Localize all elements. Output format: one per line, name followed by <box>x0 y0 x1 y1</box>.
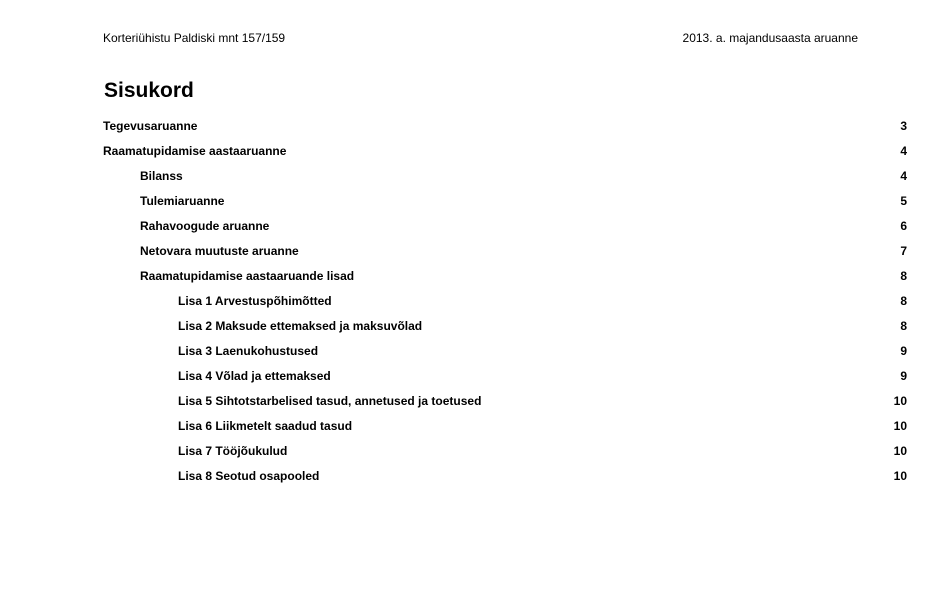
toc-entry-lisa-2 <box>103 316 907 341</box>
toc-entry-lisa-8 <box>103 466 907 491</box>
toc-entry-page: 10 <box>893 419 907 433</box>
toc-entry-label: Lisa 6 Liikmetelt saadud tasud <box>178 419 353 433</box>
page-title: Sisukord <box>104 79 194 102</box>
toc-entry-label: Lisa 2 Maksude ettemaksed ja maksuvõlad <box>178 319 423 333</box>
toc-entry-page: 8 <box>900 319 907 333</box>
toc-entry-label: Lisa 1 Arvestuspõhimõtted <box>178 294 332 308</box>
toc-entry-lisa-4 <box>103 366 907 391</box>
toc-entry-aastaaruande-lisad <box>103 266 907 291</box>
toc-entry-page: 8 <box>900 294 907 308</box>
toc-entry-page: 6 <box>900 219 907 233</box>
toc-entry-lisa-1 <box>103 291 907 316</box>
toc-entry-page: 5 <box>900 194 907 208</box>
toc-entry-label: Lisa 8 Seotud osapooled <box>178 469 320 483</box>
toc-entry-bilanss <box>103 166 907 191</box>
toc-entry-tegevusaruanne <box>103 116 907 141</box>
toc-entry-netovara-muutuste-aruanne <box>103 241 907 266</box>
toc-entry-page: 10 <box>893 394 907 408</box>
table-of-contents <box>103 116 907 491</box>
toc-entry-lisa-6 <box>103 416 907 441</box>
toc-entry-page: 7 <box>900 244 907 258</box>
toc-entry-label: Lisa 3 Laenukohustused <box>178 344 319 358</box>
toc-entry-page: 9 <box>900 369 907 383</box>
toc-entry-label: Tegevusaruanne <box>103 119 198 133</box>
toc-entry-page: 8 <box>900 269 907 283</box>
toc-entry-page: 4 <box>900 144 907 158</box>
toc-entry-label: Lisa 7 Tööjõukulud <box>178 444 288 458</box>
toc-entry-label: Rahavoogude aruanne <box>140 219 270 233</box>
toc-entry-page: 10 <box>893 444 907 458</box>
header-report-title: 2013. a. majandusaasta aruanne <box>682 31 858 45</box>
toc-entry-tulemiaruanne <box>103 191 907 216</box>
toc-entry-page: 3 <box>900 119 907 133</box>
toc-entry-page: 4 <box>900 169 907 183</box>
toc-entry-label: Tulemiaruanne <box>140 194 225 208</box>
toc-entry-lisa-3 <box>103 341 907 366</box>
toc-entry-page: 9 <box>900 344 907 358</box>
toc-entry-label: Raamatupidamise aastaaruande lisad <box>140 269 355 283</box>
toc-entry-rahavoogude-aruanne <box>103 216 907 241</box>
toc-entry-raamatupidamise-aastaaruanne <box>103 141 907 166</box>
toc-entry-label: Raamatupidamise aastaaruanne <box>103 144 287 158</box>
toc-entry-lisa-7 <box>103 441 907 466</box>
toc-entry-label: Netovara muutuste aruanne <box>140 244 299 258</box>
toc-entry-lisa-5 <box>103 391 907 416</box>
toc-entry-label: Lisa 5 Sihtotstarbelised tasud, annetused ja toetused <box>178 394 482 408</box>
header-organization-name: Korteriühistu Paldiski mnt 157/159 <box>103 31 286 45</box>
toc-entry-page: 10 <box>893 469 907 483</box>
toc-entry-label: Bilanss <box>140 169 183 183</box>
toc-entry-label: Lisa 4 Võlad ja ettemaksed <box>178 369 331 383</box>
